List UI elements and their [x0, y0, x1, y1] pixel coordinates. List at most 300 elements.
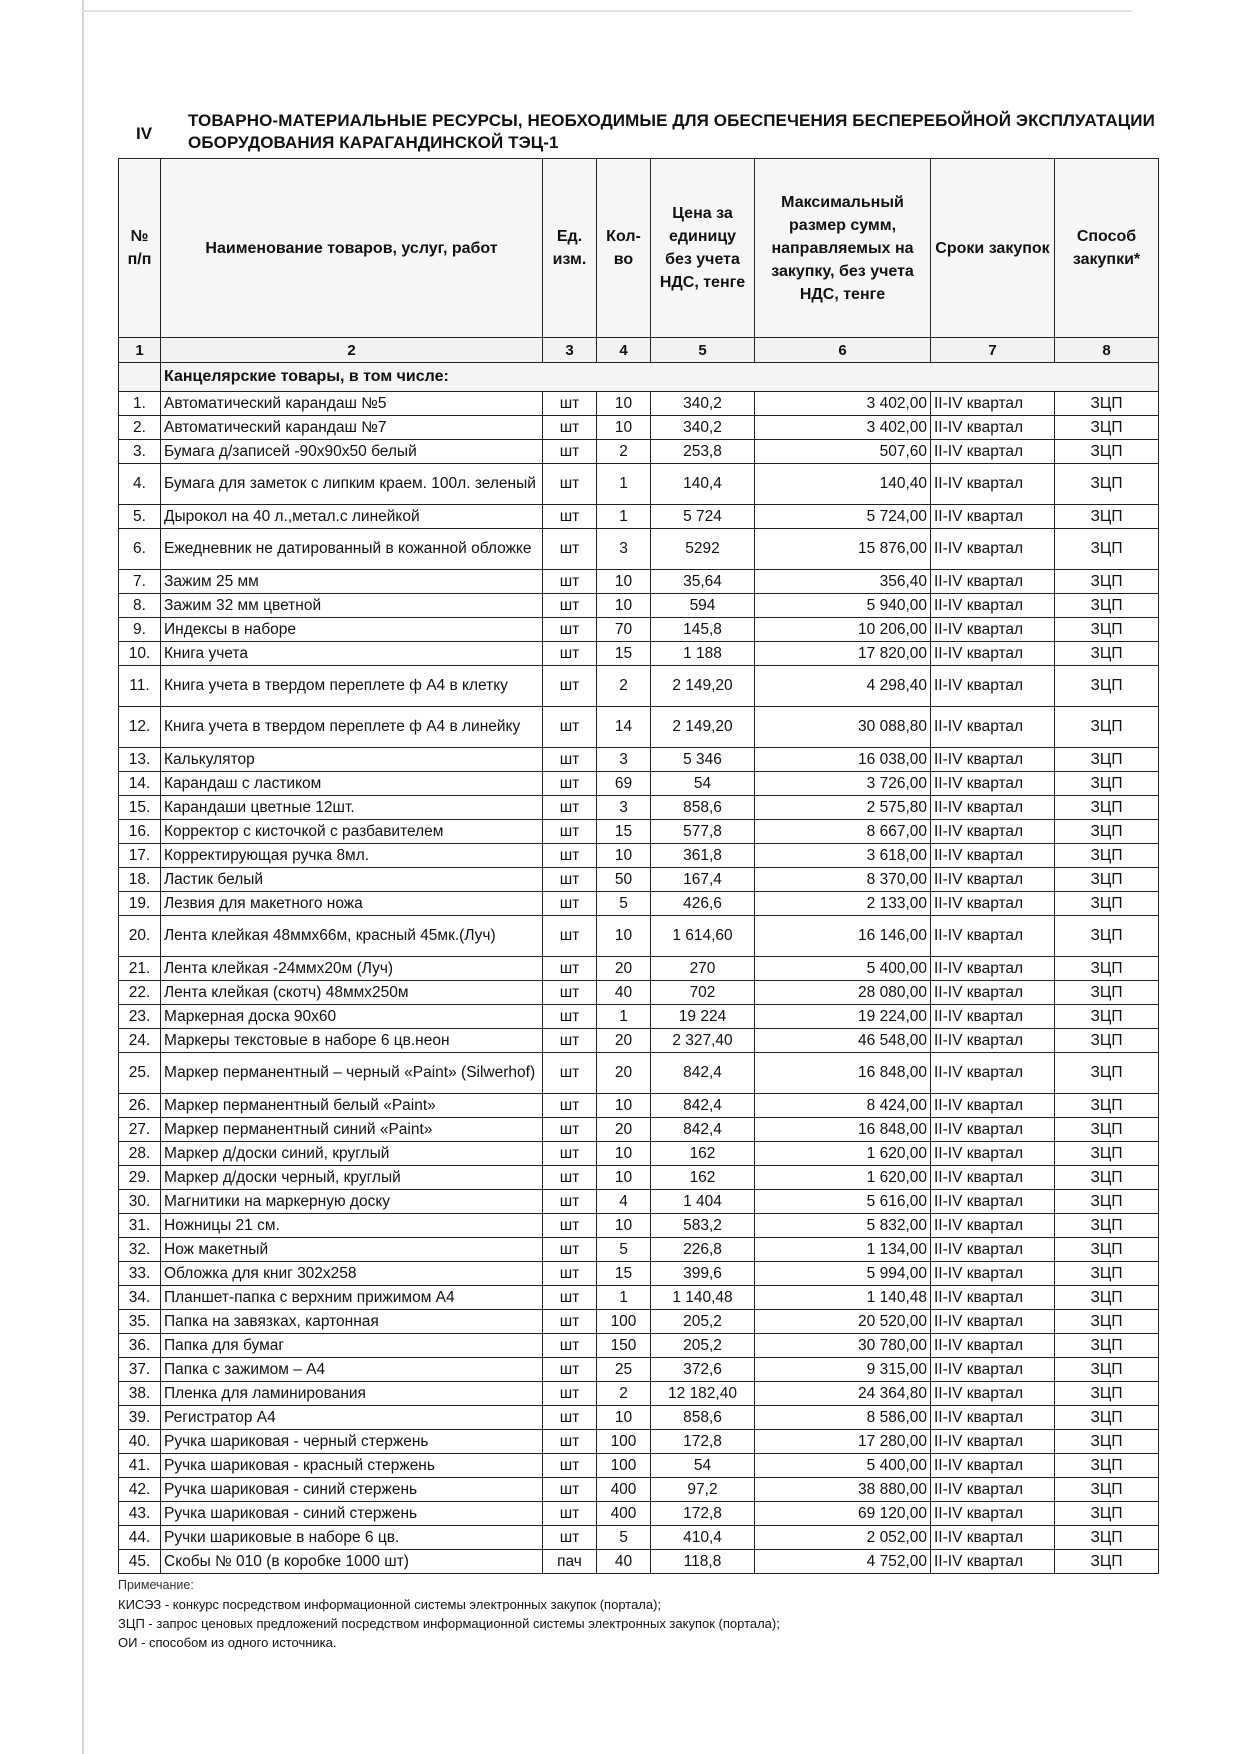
table-row [119, 796, 1159, 820]
column-number: 3 [543, 338, 597, 363]
item-name: Карандаш с ластиком [161, 772, 543, 796]
item-name: Папка для бумаг [161, 1334, 543, 1358]
max-amount-cell: 1 620,00 [755, 1166, 931, 1190]
quantity-cell: 150 [597, 1334, 651, 1358]
terms-cell: II-IV квартал [931, 1005, 1055, 1029]
method-cell: ЗЦП [1055, 796, 1159, 820]
item-name: Маркер перманентный белый «Paint» [161, 1094, 543, 1118]
quantity-cell: 69 [597, 772, 651, 796]
row-number: 7. [119, 570, 161, 594]
quantity-cell: 20 [597, 1118, 651, 1142]
method-cell: ЗЦП [1055, 844, 1159, 868]
method-cell: ЗЦП [1055, 772, 1159, 796]
item-name: Ручка шариковая - черный стержень [161, 1430, 543, 1454]
unit-price-cell: 54 [651, 1454, 755, 1478]
unit-cell: шт [543, 594, 597, 618]
max-amount-cell: 4 752,00 [755, 1550, 931, 1574]
row-number: 23. [119, 1005, 161, 1029]
item-name: Ручка шариковая - красный стержень [161, 1454, 543, 1478]
item-name: Маркерная доска 90х60 [161, 1005, 543, 1029]
terms-cell: II-IV квартал [931, 529, 1055, 570]
item-name: Маркер д/доски синий, круглый [161, 1142, 543, 1166]
terms-cell: II-IV квартал [931, 464, 1055, 505]
table-row [119, 642, 1159, 666]
table-row [119, 1286, 1159, 1310]
column-number: 5 [651, 338, 755, 363]
item-name: Автоматический карандаш №7 [161, 416, 543, 440]
terms-cell: II-IV квартал [931, 748, 1055, 772]
row-number: 6. [119, 529, 161, 570]
note-line: КИСЭЗ - конкурс посредством информационной системы электронных закупок (портала); [118, 1597, 662, 1612]
column-number-row [119, 338, 1159, 363]
section-header [118, 110, 1158, 158]
unit-price-cell: 410,4 [651, 1526, 755, 1550]
row-number: 25. [119, 1053, 161, 1094]
table-row [119, 820, 1159, 844]
header-unit-price: Цена за единицу без учета НДС, тенге [651, 159, 755, 338]
unit-price-cell: 12 182,40 [651, 1382, 755, 1406]
terms-cell: II-IV квартал [931, 1053, 1055, 1094]
unit-price-cell: 1 404 [651, 1190, 755, 1214]
item-name: Автоматический карандаш №5 [161, 392, 543, 416]
method-cell: ЗЦП [1055, 707, 1159, 748]
unit-cell: шт [543, 1118, 597, 1142]
item-name: Корректирующая ручка 8мл. [161, 844, 543, 868]
unit-price-cell: 340,2 [651, 392, 755, 416]
quantity-cell: 1 [597, 505, 651, 529]
method-cell: ЗЦП [1055, 1166, 1159, 1190]
quantity-cell: 20 [597, 1029, 651, 1053]
quantity-cell: 10 [597, 416, 651, 440]
unit-price-cell: 583,2 [651, 1214, 755, 1238]
terms-cell: II-IV квартал [931, 1190, 1055, 1214]
max-amount-cell: 4 298,40 [755, 666, 931, 707]
table-row [119, 1262, 1159, 1286]
table-row [119, 868, 1159, 892]
row-number: 41. [119, 1454, 161, 1478]
table-row [119, 1478, 1159, 1502]
method-cell: ЗЦП [1055, 1286, 1159, 1310]
quantity-cell: 100 [597, 1310, 651, 1334]
quantity-cell: 400 [597, 1502, 651, 1526]
max-amount-cell: 9 315,00 [755, 1358, 931, 1382]
max-amount-cell: 30 088,80 [755, 707, 931, 748]
quantity-cell: 3 [597, 529, 651, 570]
table-row [119, 892, 1159, 916]
item-name: Корректор с кисточкой с разбавителем [161, 820, 543, 844]
method-cell: ЗЦП [1055, 1053, 1159, 1094]
method-cell: ЗЦП [1055, 1118, 1159, 1142]
terms-cell: II-IV квартал [931, 570, 1055, 594]
quantity-cell: 10 [597, 916, 651, 957]
table-row [119, 505, 1159, 529]
quantity-cell: 3 [597, 748, 651, 772]
max-amount-cell: 8 424,00 [755, 1094, 931, 1118]
max-amount-cell: 5 724,00 [755, 505, 931, 529]
table-row [119, 570, 1159, 594]
table-row [119, 916, 1159, 957]
row-number: 24. [119, 1029, 161, 1053]
quantity-cell: 2 [597, 440, 651, 464]
method-cell: ЗЦП [1055, 1214, 1159, 1238]
unit-cell: шт [543, 505, 597, 529]
max-amount-cell: 8 370,00 [755, 868, 931, 892]
column-number: 4 [597, 338, 651, 363]
unit-price-cell: 162 [651, 1166, 755, 1190]
max-amount-cell: 3 402,00 [755, 392, 931, 416]
terms-cell: II-IV квартал [931, 618, 1055, 642]
terms-cell: II-IV квартал [931, 392, 1055, 416]
max-amount-cell: 69 120,00 [755, 1502, 931, 1526]
quantity-cell: 20 [597, 1053, 651, 1094]
unit-price-cell: 361,8 [651, 844, 755, 868]
method-cell: ЗЦП [1055, 570, 1159, 594]
terms-cell: II-IV квартал [931, 892, 1055, 916]
item-name: Бумага д/записей -90х90х50 белый [161, 440, 543, 464]
table-row [119, 1005, 1159, 1029]
method-cell: ЗЦП [1055, 1358, 1159, 1382]
row-number: 10. [119, 642, 161, 666]
table-row [119, 1526, 1159, 1550]
method-cell: ЗЦП [1055, 957, 1159, 981]
quantity-cell: 400 [597, 1478, 651, 1502]
terms-cell: II-IV квартал [931, 1406, 1055, 1430]
unit-price-cell: 1 614,60 [651, 916, 755, 957]
terms-cell: II-IV квартал [931, 416, 1055, 440]
unit-cell: шт [543, 1382, 597, 1406]
row-number: 36. [119, 1334, 161, 1358]
terms-cell: II-IV квартал [931, 868, 1055, 892]
quantity-cell: 50 [597, 868, 651, 892]
header-number: № п/п [119, 159, 161, 338]
max-amount-cell: 3 402,00 [755, 416, 931, 440]
unit-price-cell: 594 [651, 594, 755, 618]
unit-price-cell: 226,8 [651, 1238, 755, 1262]
terms-cell: II-IV квартал [931, 1094, 1055, 1118]
item-name: Лента клейкая -24ммх20м (Луч) [161, 957, 543, 981]
unit-price-cell: 54 [651, 772, 755, 796]
quantity-cell: 10 [597, 570, 651, 594]
method-cell: ЗЦП [1055, 1029, 1159, 1053]
table-row [119, 772, 1159, 796]
max-amount-cell: 46 548,00 [755, 1029, 931, 1053]
item-name: Лента клейкая 48ммх66м, красный 45мк.(Луч) [161, 916, 543, 957]
method-cell: ЗЦП [1055, 748, 1159, 772]
method-cell: ЗЦП [1055, 916, 1159, 957]
max-amount-cell: 28 080,00 [755, 981, 931, 1005]
item-name: Калькулятор [161, 748, 543, 772]
item-name: Маркер д/доски черный, круглый [161, 1166, 543, 1190]
terms-cell: II-IV квартал [931, 440, 1055, 464]
row-number: 4. [119, 464, 161, 505]
unit-price-cell: 2 149,20 [651, 707, 755, 748]
terms-cell: II-IV квартал [931, 1334, 1055, 1358]
unit-price-cell: 842,4 [651, 1094, 755, 1118]
max-amount-cell: 8 586,00 [755, 1406, 931, 1430]
row-number: 2. [119, 416, 161, 440]
unit-cell: шт [543, 642, 597, 666]
max-amount-cell: 5 940,00 [755, 594, 931, 618]
procurement-table [118, 158, 1159, 1574]
unit-price-cell: 577,8 [651, 820, 755, 844]
document-page [118, 110, 1158, 1652]
method-cell: ЗЦП [1055, 505, 1159, 529]
method-cell: ЗЦП [1055, 1430, 1159, 1454]
unit-price-cell: 702 [651, 981, 755, 1005]
unit-price-cell: 5292 [651, 529, 755, 570]
row-number: 31. [119, 1214, 161, 1238]
row-number: 30. [119, 1190, 161, 1214]
quantity-cell: 70 [597, 618, 651, 642]
unit-cell: шт [543, 868, 597, 892]
max-amount-cell: 5 616,00 [755, 1190, 931, 1214]
quantity-cell: 1 [597, 1286, 651, 1310]
unit-price-cell: 1 140,48 [651, 1286, 755, 1310]
unit-cell: шт [543, 1142, 597, 1166]
method-cell: ЗЦП [1055, 1190, 1159, 1214]
item-name: Ластик белый [161, 868, 543, 892]
max-amount-cell: 1 134,00 [755, 1238, 931, 1262]
terms-cell: II-IV квартал [931, 1214, 1055, 1238]
table-row [119, 1238, 1159, 1262]
unit-cell: шт [543, 1286, 597, 1310]
table-row [119, 618, 1159, 642]
terms-cell: II-IV квартал [931, 707, 1055, 748]
row-number: 40. [119, 1430, 161, 1454]
unit-price-cell: 172,8 [651, 1430, 755, 1454]
unit-price-cell: 5 724 [651, 505, 755, 529]
max-amount-cell: 16 038,00 [755, 748, 931, 772]
unit-cell: шт [543, 1502, 597, 1526]
quantity-cell: 14 [597, 707, 651, 748]
max-amount-cell: 140,40 [755, 464, 931, 505]
row-number: 22. [119, 981, 161, 1005]
table-row [119, 957, 1159, 981]
unit-price-cell: 842,4 [651, 1053, 755, 1094]
terms-cell: II-IV квартал [931, 1358, 1055, 1382]
table-row [119, 416, 1159, 440]
unit-cell: шт [543, 570, 597, 594]
method-cell: ЗЦП [1055, 440, 1159, 464]
category-name: Канцелярские товары, в том числе: [161, 363, 1159, 392]
max-amount-cell: 16 848,00 [755, 1053, 931, 1094]
item-name: Карандаши цветные 12шт. [161, 796, 543, 820]
quantity-cell: 10 [597, 1094, 651, 1118]
table-row [119, 594, 1159, 618]
unit-cell: шт [543, 416, 597, 440]
max-amount-cell: 17 820,00 [755, 642, 931, 666]
unit-cell: шт [543, 1214, 597, 1238]
table-row [119, 1166, 1159, 1190]
item-name: Индексы в наборе [161, 618, 543, 642]
unit-price-cell: 172,8 [651, 1502, 755, 1526]
row-number: 27. [119, 1118, 161, 1142]
max-amount-cell: 10 206,00 [755, 618, 931, 642]
item-name: Магнитики на маркерную доску [161, 1190, 543, 1214]
quantity-cell: 25 [597, 1358, 651, 1382]
category-number-cell [119, 363, 161, 392]
table-header-row [119, 159, 1159, 338]
unit-price-cell: 858,6 [651, 1406, 755, 1430]
unit-cell: шт [543, 1238, 597, 1262]
item-name: Бумага для заметок с липким краем. 100л. зеленый [161, 464, 543, 505]
row-number: 39. [119, 1406, 161, 1430]
max-amount-cell: 16 848,00 [755, 1118, 931, 1142]
item-name: Регистратор А4 [161, 1406, 543, 1430]
terms-cell: II-IV квартал [931, 796, 1055, 820]
terms-cell: II-IV квартал [931, 1166, 1055, 1190]
table-row [119, 1502, 1159, 1526]
row-number: 18. [119, 868, 161, 892]
item-name: Скобы № 010 (в коробке 1000 шт) [161, 1550, 543, 1574]
unit-price-cell: 372,6 [651, 1358, 755, 1382]
row-number: 32. [119, 1238, 161, 1262]
quantity-cell: 100 [597, 1454, 651, 1478]
column-number: 6 [755, 338, 931, 363]
max-amount-cell: 38 880,00 [755, 1478, 931, 1502]
method-cell: ЗЦП [1055, 1478, 1159, 1502]
max-amount-cell: 20 520,00 [755, 1310, 931, 1334]
method-cell: ЗЦП [1055, 666, 1159, 707]
unit-price-cell: 162 [651, 1142, 755, 1166]
table-row [119, 1454, 1159, 1478]
item-name: Дырокол на 40 л.,метал.с линейкой [161, 505, 543, 529]
item-name: Лезвия для макетного ножа [161, 892, 543, 916]
method-cell: ЗЦП [1055, 981, 1159, 1005]
section-number: IV [136, 124, 153, 143]
header-quantity: Кол-во [597, 159, 651, 338]
table-row [119, 440, 1159, 464]
row-number: 1. [119, 392, 161, 416]
row-number: 29. [119, 1166, 161, 1190]
table-row [119, 1214, 1159, 1238]
terms-cell: II-IV квартал [931, 981, 1055, 1005]
table-row [119, 748, 1159, 772]
terms-cell: II-IV квартал [931, 820, 1055, 844]
terms-cell: II-IV квартал [931, 1029, 1055, 1053]
unit-cell: шт [543, 916, 597, 957]
quantity-cell: 40 [597, 1550, 651, 1574]
max-amount-cell: 24 364,80 [755, 1382, 931, 1406]
terms-cell: II-IV квартал [931, 1526, 1055, 1550]
table-row [119, 1142, 1159, 1166]
max-amount-cell: 30 780,00 [755, 1334, 931, 1358]
section-title: ТОВАРНО-МАТЕРИАЛЬНЫЕ РЕСУРСЫ, НЕОБХОДИМЫЕ ДЛЯ ОБЕСПЕЧЕНИЯ БЕСПЕРЕБОЙНОЙ ЭКСПЛУАТАЦИИ ОБОРУДОВАНИЯ КАРАГАНДИНСКОЙ ТЭЦ-1 [188, 111, 1155, 152]
method-cell: ЗЦП [1055, 820, 1159, 844]
quantity-cell: 5 [597, 1526, 651, 1550]
row-number: 17. [119, 844, 161, 868]
unit-cell: шт [543, 440, 597, 464]
terms-cell: II-IV квартал [931, 1550, 1055, 1574]
quantity-cell: 3 [597, 796, 651, 820]
max-amount-cell: 2 575,80 [755, 796, 931, 820]
row-number: 26. [119, 1094, 161, 1118]
unit-price-cell: 253,8 [651, 440, 755, 464]
terms-cell: II-IV квартал [931, 505, 1055, 529]
unit-cell: шт [543, 464, 597, 505]
quantity-cell: 15 [597, 820, 651, 844]
scan-edge-left [82, 0, 84, 1754]
scan-edge-top [82, 10, 1132, 12]
max-amount-cell: 19 224,00 [755, 1005, 931, 1029]
method-cell: ЗЦП [1055, 618, 1159, 642]
quantity-cell: 10 [597, 1406, 651, 1430]
terms-cell: II-IV квартал [931, 1118, 1055, 1142]
unit-cell: шт [543, 1166, 597, 1190]
terms-cell: II-IV квартал [931, 1286, 1055, 1310]
method-cell: ЗЦП [1055, 1526, 1159, 1550]
terms-cell: II-IV квартал [931, 642, 1055, 666]
row-number: 42. [119, 1478, 161, 1502]
note-line: ЗЦП - запрос ценовых предложений посредством информационной системы электронных закупок (портала); [118, 1616, 780, 1631]
table-row [119, 981, 1159, 1005]
max-amount-cell: 356,40 [755, 570, 931, 594]
method-cell: ЗЦП [1055, 1334, 1159, 1358]
unit-cell: шт [543, 1262, 597, 1286]
max-amount-cell: 5 400,00 [755, 957, 931, 981]
column-number: 7 [931, 338, 1055, 363]
method-cell: ЗЦП [1055, 1238, 1159, 1262]
unit-price-cell: 118,8 [651, 1550, 755, 1574]
quantity-cell: 5 [597, 892, 651, 916]
column-number: 8 [1055, 338, 1159, 363]
item-name: Маркер перманентный – черный «Paint» (Silwerhof) [161, 1053, 543, 1094]
row-number: 35. [119, 1310, 161, 1334]
method-cell: ЗЦП [1055, 1502, 1159, 1526]
table-row [119, 1358, 1159, 1382]
unit-cell: шт [543, 844, 597, 868]
row-number: 19. [119, 892, 161, 916]
unit-price-cell: 145,8 [651, 618, 755, 642]
item-name: Ежедневник не датированный в кожанной обложке [161, 529, 543, 570]
method-cell: ЗЦП [1055, 1142, 1159, 1166]
header-max-amount: Максимальный размер сумм, направляемых на закупку, без учета НДС, тенге [755, 159, 931, 338]
terms-cell: II-IV квартал [931, 1382, 1055, 1406]
unit-price-cell: 426,6 [651, 892, 755, 916]
item-name: Маркер перманентный синий «Paint» [161, 1118, 543, 1142]
unit-cell: шт [543, 666, 597, 707]
row-number: 5. [119, 505, 161, 529]
quantity-cell: 10 [597, 392, 651, 416]
table-row [119, 1382, 1159, 1406]
unit-price-cell: 140,4 [651, 464, 755, 505]
header-name: Наименование товаров, услуг, работ [161, 159, 543, 338]
row-number: 20. [119, 916, 161, 957]
item-name: Зажим 25 мм [161, 570, 543, 594]
table-row [119, 1029, 1159, 1053]
item-name: Лента клейкая (скотч) 48ммх250м [161, 981, 543, 1005]
column-number: 1 [119, 338, 161, 363]
item-name: Ручки шариковые в наборе 6 цв. [161, 1526, 543, 1550]
item-name: Книга учета в твердом переплете ф А4 в линейку [161, 707, 543, 748]
table-row [119, 529, 1159, 570]
method-cell: ЗЦП [1055, 1406, 1159, 1430]
row-number: 33. [119, 1262, 161, 1286]
unit-cell: пач [543, 1550, 597, 1574]
item-name: Ножницы 21 см. [161, 1214, 543, 1238]
row-number: 43. [119, 1502, 161, 1526]
unit-cell: шт [543, 618, 597, 642]
terms-cell: II-IV квартал [931, 1310, 1055, 1334]
item-name: Нож макетный [161, 1238, 543, 1262]
unit-price-cell: 19 224 [651, 1005, 755, 1029]
unit-cell: шт [543, 707, 597, 748]
table-row [119, 1094, 1159, 1118]
item-name: Ручка шариковая - синий стержень [161, 1478, 543, 1502]
quantity-cell: 15 [597, 1262, 651, 1286]
table-row [119, 1430, 1159, 1454]
item-name: Маркеры текстовые в наборе 6 цв.неон [161, 1029, 543, 1053]
